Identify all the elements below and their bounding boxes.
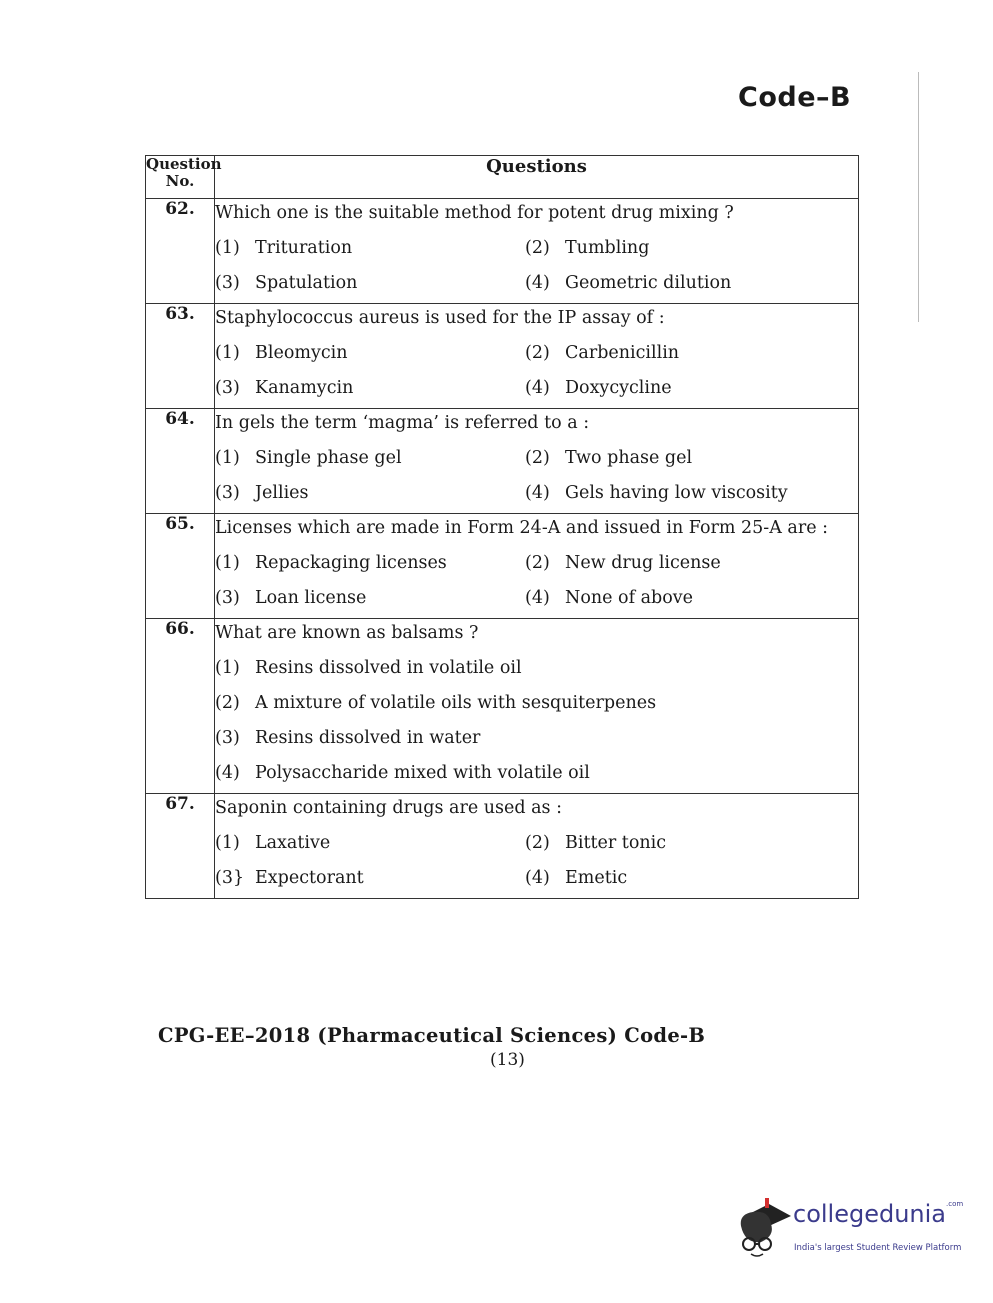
question-number: 66. <box>146 619 215 794</box>
question-row <box>146 199 859 304</box>
option-number: (3) <box>215 728 240 748</box>
option-number: (4) <box>215 763 240 783</box>
option-text: Resins dissolved in volatile oil <box>255 658 522 678</box>
question-body <box>215 794 859 899</box>
option-number: (4) <box>525 378 550 398</box>
option-number: (1) <box>215 658 240 678</box>
option <box>215 268 525 303</box>
option-number: (1) <box>215 833 240 853</box>
option-text: New drug license <box>565 553 721 573</box>
option-number: (2) <box>525 833 550 853</box>
question-text: Which one is the suitable method for potent drug mixing ? <box>215 203 734 223</box>
option-number: (2) <box>525 238 550 258</box>
questions-table <box>145 155 859 899</box>
option-number: (3) <box>215 378 240 398</box>
option-number: (4) <box>525 868 550 888</box>
option-number: (4) <box>525 483 550 503</box>
option-text: Spatulation <box>255 273 358 293</box>
question-row <box>146 409 859 514</box>
option <box>215 723 835 758</box>
option-text: Trituration <box>255 238 353 258</box>
option <box>215 373 525 408</box>
option <box>525 268 835 303</box>
option-number: (2) <box>525 448 550 468</box>
option-text: Kanamycin <box>255 378 354 398</box>
option-number: (2) <box>525 553 550 573</box>
option <box>215 548 525 583</box>
question-no-header: Question No. <box>146 156 215 199</box>
option-text: A mixture of volatile oils with sesquiterpenes <box>255 693 657 713</box>
option <box>215 583 525 618</box>
option-text: Polysaccharide mixed with volatile oil <box>255 763 590 783</box>
option <box>525 548 835 583</box>
option <box>215 478 525 513</box>
option-number: (4) <box>525 588 550 608</box>
option-number: (2) <box>215 693 240 713</box>
option <box>215 233 525 268</box>
questions-header: Questions <box>215 156 859 199</box>
option-text: Carbenicillin <box>565 343 680 363</box>
option-number: (3) <box>215 483 240 503</box>
option-number: (4) <box>525 273 550 293</box>
option <box>525 478 835 513</box>
question-body <box>215 514 859 619</box>
logo-wordmark: collegedunia$^{.com}$ <box>793 1200 964 1228</box>
question-row <box>146 514 859 619</box>
exam-footer: CPG-EE–2018 (Pharmaceutical Sciences) Code-B <box>158 1024 706 1047</box>
mascot-icon <box>735 1196 793 1260</box>
option-text: Geometric dilution <box>565 273 732 293</box>
option-text: Single phase gel <box>255 448 402 468</box>
option-number: (3) <box>215 588 240 608</box>
option-number: (2) <box>525 343 550 363</box>
option <box>525 373 835 408</box>
option-text: Emetic <box>565 868 628 888</box>
question-number: 65. <box>146 514 215 619</box>
question-text: Licenses which are made in Form 24-A and issued in Form 25-A are : <box>215 518 829 538</box>
question-number: 63. <box>146 304 215 409</box>
option <box>215 828 525 863</box>
option-text: Loan license <box>255 588 367 608</box>
option <box>525 863 835 898</box>
question-body <box>215 304 859 409</box>
option-text: Two phase gel <box>565 448 693 468</box>
question-text: What are known as balsams ? <box>215 623 479 643</box>
question-body <box>215 619 859 794</box>
paper-code: Code–B <box>738 82 852 113</box>
option-text: Expectorant <box>255 868 364 888</box>
option-text: Repackaging licenses <box>255 553 447 573</box>
option-text: Bleomycin <box>255 343 348 363</box>
option-text: Gels having low viscosity <box>565 483 788 503</box>
page-edge-line <box>918 72 919 322</box>
collegedunia-logo[interactable] <box>735 1196 965 1266</box>
option-number: (1) <box>215 238 240 258</box>
option-text: Bitter tonic <box>565 833 667 853</box>
option-text: Resins dissolved in water <box>255 728 481 748</box>
option <box>215 863 525 898</box>
option-text: Laxative <box>255 833 331 853</box>
option-text: Tumbling <box>565 238 650 258</box>
question-row <box>146 619 859 794</box>
option-text: Doxycycline <box>565 378 672 398</box>
page-number: (13) <box>490 1050 525 1070</box>
option <box>525 583 835 618</box>
option <box>525 338 835 373</box>
logo-tagline: India's largest Student Review Platform <box>794 1243 962 1253</box>
question-number: 62. <box>146 199 215 304</box>
question-body <box>215 199 859 304</box>
question-number: 67. <box>146 794 215 899</box>
option-number: (3) <box>215 273 240 293</box>
option-text: Jellies <box>255 483 309 503</box>
option <box>215 758 835 793</box>
option <box>215 688 835 723</box>
question-text: Staphylococcus aureus is used for the IP assay of : <box>215 308 665 328</box>
question-text: Saponin containing drugs are used as : <box>215 798 562 818</box>
option <box>215 443 525 478</box>
option <box>215 338 525 373</box>
option-number: (3} <box>215 868 245 888</box>
option <box>525 443 835 478</box>
option-number: (1) <box>215 448 240 468</box>
question-row <box>146 304 859 409</box>
option-number: (1) <box>215 343 240 363</box>
question-body <box>215 409 859 514</box>
option-number: (1) <box>215 553 240 573</box>
option <box>525 233 835 268</box>
option <box>525 828 835 863</box>
question-number: 64. <box>146 409 215 514</box>
question-row <box>146 794 859 899</box>
option <box>215 653 835 688</box>
option-text: None of above <box>565 588 694 608</box>
question-text: In gels the term ‘magma’ is referred to a : <box>215 413 590 433</box>
